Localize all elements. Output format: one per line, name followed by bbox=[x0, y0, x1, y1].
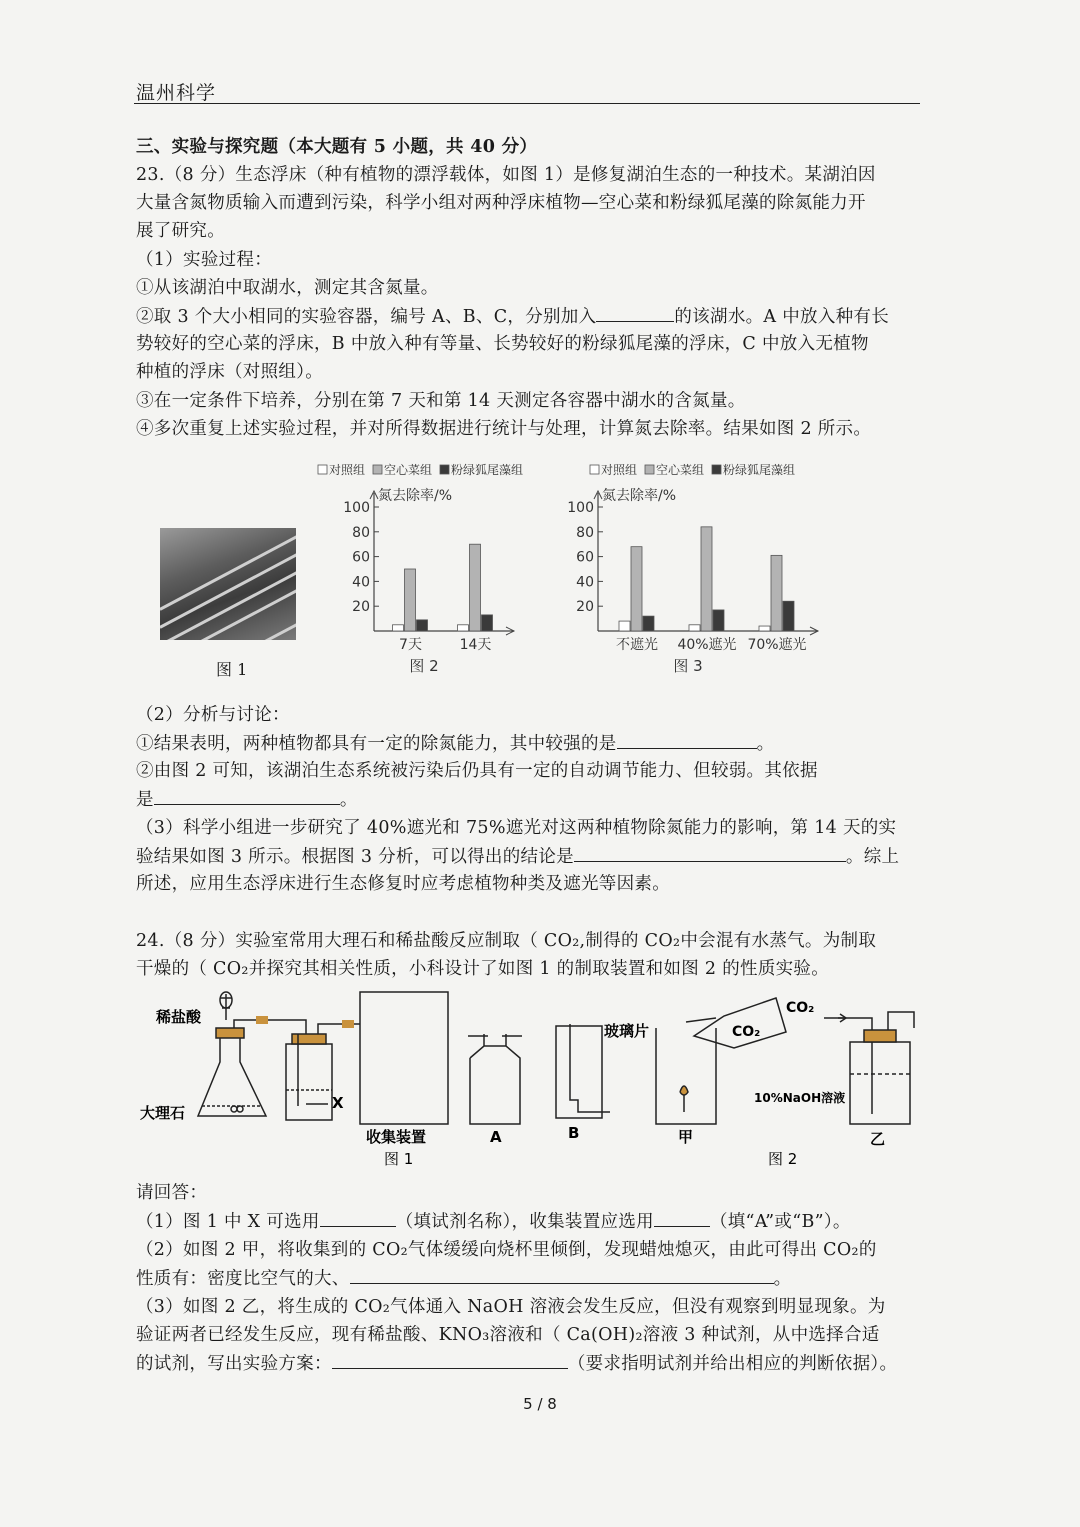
y-tick-label: 80 bbox=[576, 524, 594, 541]
legend-swatch bbox=[318, 465, 327, 474]
bar bbox=[759, 626, 770, 631]
q23-part-1: （1）实验过程： bbox=[136, 250, 273, 270]
y-tick-label: 20 bbox=[352, 599, 370, 616]
y-axis-label: 氮去除率/% bbox=[378, 488, 453, 504]
y-tick-label: 100 bbox=[343, 500, 370, 516]
bar bbox=[701, 527, 712, 631]
yi-label: 乙 bbox=[870, 1130, 886, 1148]
q23-step-2-text-b: 的该湖水。A 中放入种有长 bbox=[674, 307, 890, 327]
collection-box bbox=[360, 992, 448, 1124]
q24-reply-3-cont: 验证两者已经发生反应，现有稀盐酸、KNO₃溶液和（ Ca(OH)₂溶液 3 种试剂，从中选择合适 bbox=[136, 1325, 880, 1345]
x-tick-label: 14天 bbox=[459, 637, 492, 653]
q23-line-3: 展了研究。 bbox=[136, 221, 225, 241]
beaker-jia bbox=[656, 1028, 716, 1124]
co2-flow-label: CO₂ bbox=[786, 1000, 815, 1016]
legend-swatch bbox=[645, 465, 654, 474]
q24-reply-3-text: 的试剂，写出实验方案： bbox=[136, 1354, 332, 1374]
bottle-b bbox=[556, 1026, 602, 1118]
wash-bottle bbox=[286, 1044, 332, 1120]
legend-label: 空心菜组 bbox=[384, 463, 433, 477]
q24-reply-2-cont bbox=[136, 1265, 791, 1292]
answer-blank[interactable] bbox=[654, 1208, 710, 1227]
q23-part-3: （3）科学小组进一步研究了 40%遮光和 75%遮光对这两种植物除氮能力的影响，第 14 天的实 bbox=[136, 818, 897, 838]
co2-bottle-label: CO₂ bbox=[732, 1024, 761, 1040]
bar bbox=[619, 621, 630, 631]
pouring-bottle bbox=[694, 998, 786, 1048]
q24-reply-2: （2）如图 2 甲，将收集到的 CO₂气体缓缓向烧杯里倾倒，发现蜡烛熄灭，由此可得出 CO₂的 bbox=[136, 1240, 877, 1260]
bottle-a bbox=[470, 1034, 520, 1124]
q24-line-1: 24.（8 分）实验室常用大理石和稀盐酸反应制取（ CO₂,制得的 CO₂中会混有水蒸气。为制取 bbox=[136, 931, 877, 951]
x-tick-label: 7天 bbox=[399, 637, 422, 653]
naoh-label: 10%NaOH溶液 bbox=[754, 1091, 846, 1105]
acid-label: 稀盐酸 bbox=[156, 1008, 202, 1026]
bar bbox=[470, 544, 481, 631]
apparatus-fig2-caption: 图 2 bbox=[768, 1150, 798, 1168]
answer-blank[interactable] bbox=[332, 1350, 568, 1369]
header-divider bbox=[134, 103, 920, 104]
q24-reply-1-text-a: （1）图 1 中 X 可选用 bbox=[136, 1212, 320, 1232]
separatory-funnel bbox=[220, 994, 232, 1020]
jia-label: 甲 bbox=[678, 1128, 694, 1146]
q23-step-1: ①从该湖泊中取湖水，测定其含氮量。 bbox=[136, 278, 439, 298]
answer-blank[interactable] bbox=[350, 1265, 774, 1284]
q23-part-3-end: 所述，应用生态浮床进行生态修复时应考虑植物种类及遮光等因素。 bbox=[136, 874, 670, 894]
q23-part-3-cont bbox=[136, 843, 899, 870]
glass-label: 玻璃片 bbox=[604, 1022, 650, 1040]
header-title: 温州科学 bbox=[136, 82, 217, 104]
x-tick-label: 不遮光 bbox=[616, 637, 658, 653]
a-label: A bbox=[490, 1128, 502, 1146]
q24-reply-3-tail: （要求指明试剂并给出相应的判断依据）。 bbox=[567, 1354, 898, 1374]
q23-line-1: 23.（8 分）生态浮床（种有植物的漂浮载体，如图 1）是修复湖泊生态的一种技术。某湖泊因 bbox=[136, 165, 876, 185]
legend-label: 粉绿狐尾藻组 bbox=[723, 463, 796, 477]
q23-step-2-text-a: ②取 3 个大小相同的实验容器，编号 A、B、C，分别加入 bbox=[136, 307, 597, 327]
marble-label: 大理石 bbox=[140, 1104, 186, 1122]
x-label: X bbox=[332, 1094, 344, 1112]
q23-step-2-end: 种植的浮床（对照组）。 bbox=[136, 362, 324, 382]
y-tick-label: 80 bbox=[352, 524, 370, 541]
q23-step-4: ④多次重复上述实验过程，并对所得数据进行统计与处理，计算氮去除率。结果如图 2 所示。 bbox=[136, 419, 872, 439]
y-tick-label: 40 bbox=[352, 574, 370, 591]
legend-label: 粉绿狐尾藻组 bbox=[451, 463, 524, 477]
section-title: 三、实验与探究题（本大题有 5 小题，共 40 分） bbox=[136, 137, 538, 157]
y-tick-label: 40 bbox=[576, 574, 594, 591]
q24-line-2: 干燥的（ CO₂并探究其相关性质，小科设计了如图 1 的制取装置和如图 2 的性质实验。 bbox=[136, 959, 830, 979]
floating-bed-photo bbox=[160, 528, 296, 640]
q23-answer-2-lead: 是 bbox=[136, 790, 154, 810]
q24-ask: 请回答： bbox=[136, 1183, 208, 1203]
q23-part-2: （2）分析与讨论： bbox=[136, 705, 290, 725]
q24-reply-1-text-c: （填“A”或“B”）。 bbox=[709, 1212, 851, 1232]
q23-line-2: 大量含氮物质输入而遭到污染，科学小组对两种浮床植物—空心菜和粉绿狐尾藻的除氮能力开 bbox=[136, 193, 866, 213]
bottle-yi bbox=[850, 1042, 910, 1124]
y-tick-label: 60 bbox=[576, 549, 594, 566]
collector-label: 收集装置 bbox=[366, 1128, 427, 1146]
bar-charts bbox=[300, 455, 860, 685]
q24-reply-1-text-b: （填试剂名称），收集装置应选用 bbox=[395, 1212, 654, 1232]
bar bbox=[631, 547, 642, 631]
q23-answer-1-text: ①结果表明，两种植物都具有一定的除氮能力，其中较强的是 bbox=[136, 734, 617, 754]
apparatus-fig1-caption: 图 1 bbox=[384, 1150, 414, 1168]
q23-answer-2: ②由图 2 可知，该湖泊生态系统被污染后仍具有一定的自动调节能力、但较弱。其依据 bbox=[136, 761, 818, 781]
legend-swatch bbox=[590, 465, 599, 474]
x-tick-label: 70%遮光 bbox=[747, 637, 807, 653]
q23-step-2 bbox=[136, 303, 889, 330]
q23-answer-1 bbox=[136, 730, 774, 757]
q24-reply-3: （3）如图 2 乙，将生成的 CO₂气体通入 NaOH 溶液会发生反应，但没有观察到明显现象。为 bbox=[136, 1297, 886, 1317]
legend-label: 对照组 bbox=[329, 463, 366, 477]
answer-blank[interactable] bbox=[154, 786, 340, 805]
legend-swatch bbox=[373, 465, 382, 474]
apparatus-diagram bbox=[134, 988, 924, 1174]
y-axis-label: 氮去除率/% bbox=[602, 488, 677, 504]
q23-answer-2-end: 。 bbox=[339, 790, 358, 810]
bar bbox=[393, 625, 404, 631]
q24-reply-2-end: 。 bbox=[773, 1269, 792, 1289]
x-tick-label: 40%遮光 bbox=[677, 637, 737, 653]
q23-step-3: ③在一定条件下培养，分别在第 7 天和第 14 天测定各容器中湖水的含氮量。 bbox=[136, 391, 746, 411]
bar bbox=[482, 615, 493, 631]
answer-blank[interactable] bbox=[617, 730, 757, 749]
y-tick-label: 100 bbox=[567, 500, 594, 516]
bar bbox=[405, 569, 416, 631]
q24-reply-3-end bbox=[136, 1350, 897, 1377]
legend-label: 对照组 bbox=[601, 463, 638, 477]
q23-part-3-tail: 。综上 bbox=[845, 847, 900, 867]
bar bbox=[689, 625, 700, 631]
q23-step-2-cont: 势较好的空心菜的浮床，B 中放入种有等量、长势较好的粉绿狐尾藻的浮床，C 中放入无植物 bbox=[136, 334, 869, 354]
answer-blank[interactable] bbox=[574, 843, 846, 862]
q24-reply-2-text: 性质有：密度比空气的大、 bbox=[136, 1269, 350, 1289]
bar bbox=[713, 610, 724, 631]
answer-blank[interactable] bbox=[320, 1208, 396, 1227]
b-label: B bbox=[568, 1124, 580, 1142]
bar bbox=[783, 601, 794, 631]
conical-flask bbox=[198, 1036, 266, 1116]
y-tick-label: 20 bbox=[576, 599, 594, 616]
legend-swatch bbox=[440, 465, 449, 474]
fig1-caption: 图 1 bbox=[216, 660, 248, 679]
chart-caption: 图 2 bbox=[409, 657, 439, 675]
bar bbox=[771, 555, 782, 631]
answer-blank[interactable] bbox=[596, 303, 674, 322]
chart-caption: 图 3 bbox=[673, 657, 703, 675]
page-number: 5 / 8 bbox=[523, 1395, 557, 1413]
bar bbox=[643, 616, 654, 631]
q23-part-3-text: 验结果如图 3 所示。根据图 3 分析，可以得出的结论是 bbox=[136, 847, 574, 867]
q23-answer-2-cont bbox=[136, 786, 358, 813]
q24-reply-1 bbox=[136, 1208, 851, 1235]
q23-answer-1-end: 。 bbox=[756, 734, 775, 754]
bar bbox=[458, 625, 469, 631]
legend-label: 空心菜组 bbox=[656, 463, 705, 477]
y-tick-label: 60 bbox=[352, 549, 370, 566]
legend-swatch bbox=[712, 465, 721, 474]
bar bbox=[417, 620, 428, 631]
